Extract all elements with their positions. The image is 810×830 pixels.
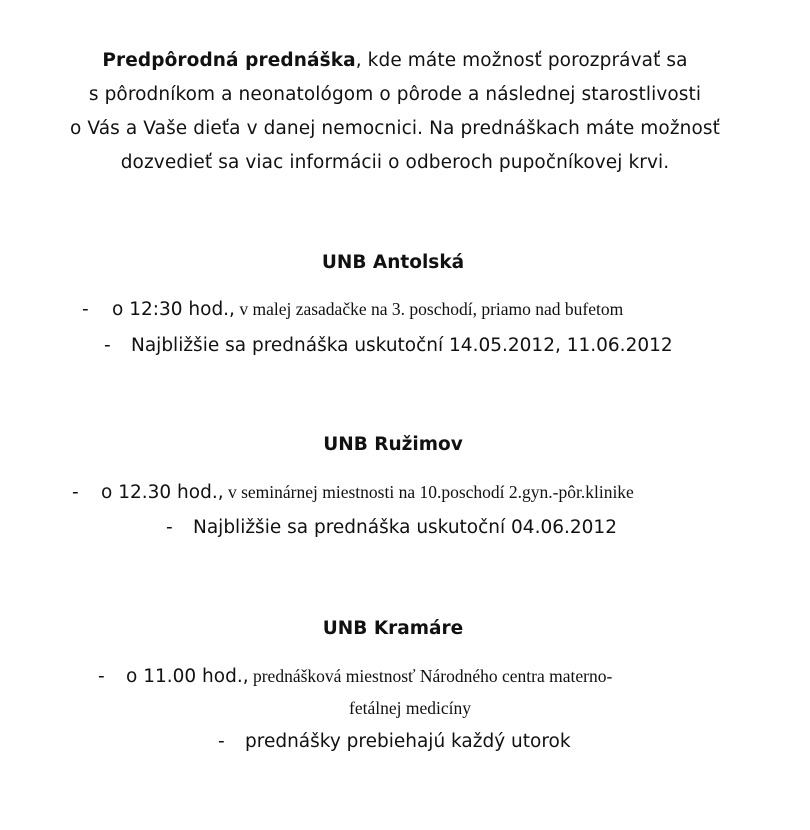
bullet-dash: - — [218, 731, 225, 752]
bullet-dash: - — [166, 517, 173, 538]
bullet-dash: - — [82, 299, 89, 320]
section-ruzimov-time: o 12.30 hod., — [101, 482, 224, 503]
intro-bold-lead: Predpôrodná prednáška — [102, 50, 356, 71]
bullet-dash: - — [98, 666, 105, 687]
intro-line-2: s pôrodníkom a neonatológom o pôrode a následnej starostlivosti — [88, 84, 702, 105]
section-kramare-place: prednášková miestnosť Národného centra materno- — [248, 666, 613, 686]
section-antolska-time-line — [82, 299, 623, 320]
section-ruzimov-next: Najbližšie sa prednáška uskutoční 04.06.2012 — [193, 517, 617, 538]
intro-line-4: dozvedieť sa viac informácii o odberoch pupočníkovej krvi. — [120, 152, 670, 173]
section-ruzimov-time-line — [72, 482, 634, 503]
section-antolska-next-line — [104, 335, 673, 356]
section-antolska-next: Najbližšie sa prednáška uskutoční 14.05.2012, 11.06.2012 — [131, 335, 673, 356]
section-heading-antolska: UNB Antolská — [321, 252, 465, 273]
bullet-dash: - — [72, 482, 79, 503]
section-heading-kramare: UNB Kramáre — [322, 618, 464, 639]
intro-paragraph — [0, 44, 790, 180]
section-kramare-time: o 11.00 hod., — [126, 666, 249, 687]
section-antolska-place: v malej zasadačke na 3. poschodí, priamo nad bufetom — [234, 299, 624, 319]
intro-line-3: o Vás a Vaše dieťa v danej nemocnici. Na prednáškach máte možnosť — [70, 118, 720, 139]
section-kramare-next-line — [218, 731, 571, 752]
section-antolska-time: o 12:30 hod., — [112, 299, 235, 320]
section-ruzimov-next-line — [166, 517, 617, 538]
section-kramare-next: prednášky prebiehajú každý utorok — [245, 731, 571, 752]
section-ruzimov-place: v seminárnej miestnosti na 10.poschodí 2.gyn.-pôr.klinike — [223, 482, 634, 502]
intro-line-1-rest: , kde máte možnosť porozprávať sa — [355, 50, 688, 71]
section-kramare-place-cont: fetálnej medicíny — [349, 698, 471, 718]
bullet-dash: - — [104, 335, 111, 356]
intro-line-1 — [0, 44, 790, 78]
section-heading-ruzimov: UNB Ružimov — [323, 434, 463, 455]
section-kramare-time-line — [98, 666, 612, 687]
